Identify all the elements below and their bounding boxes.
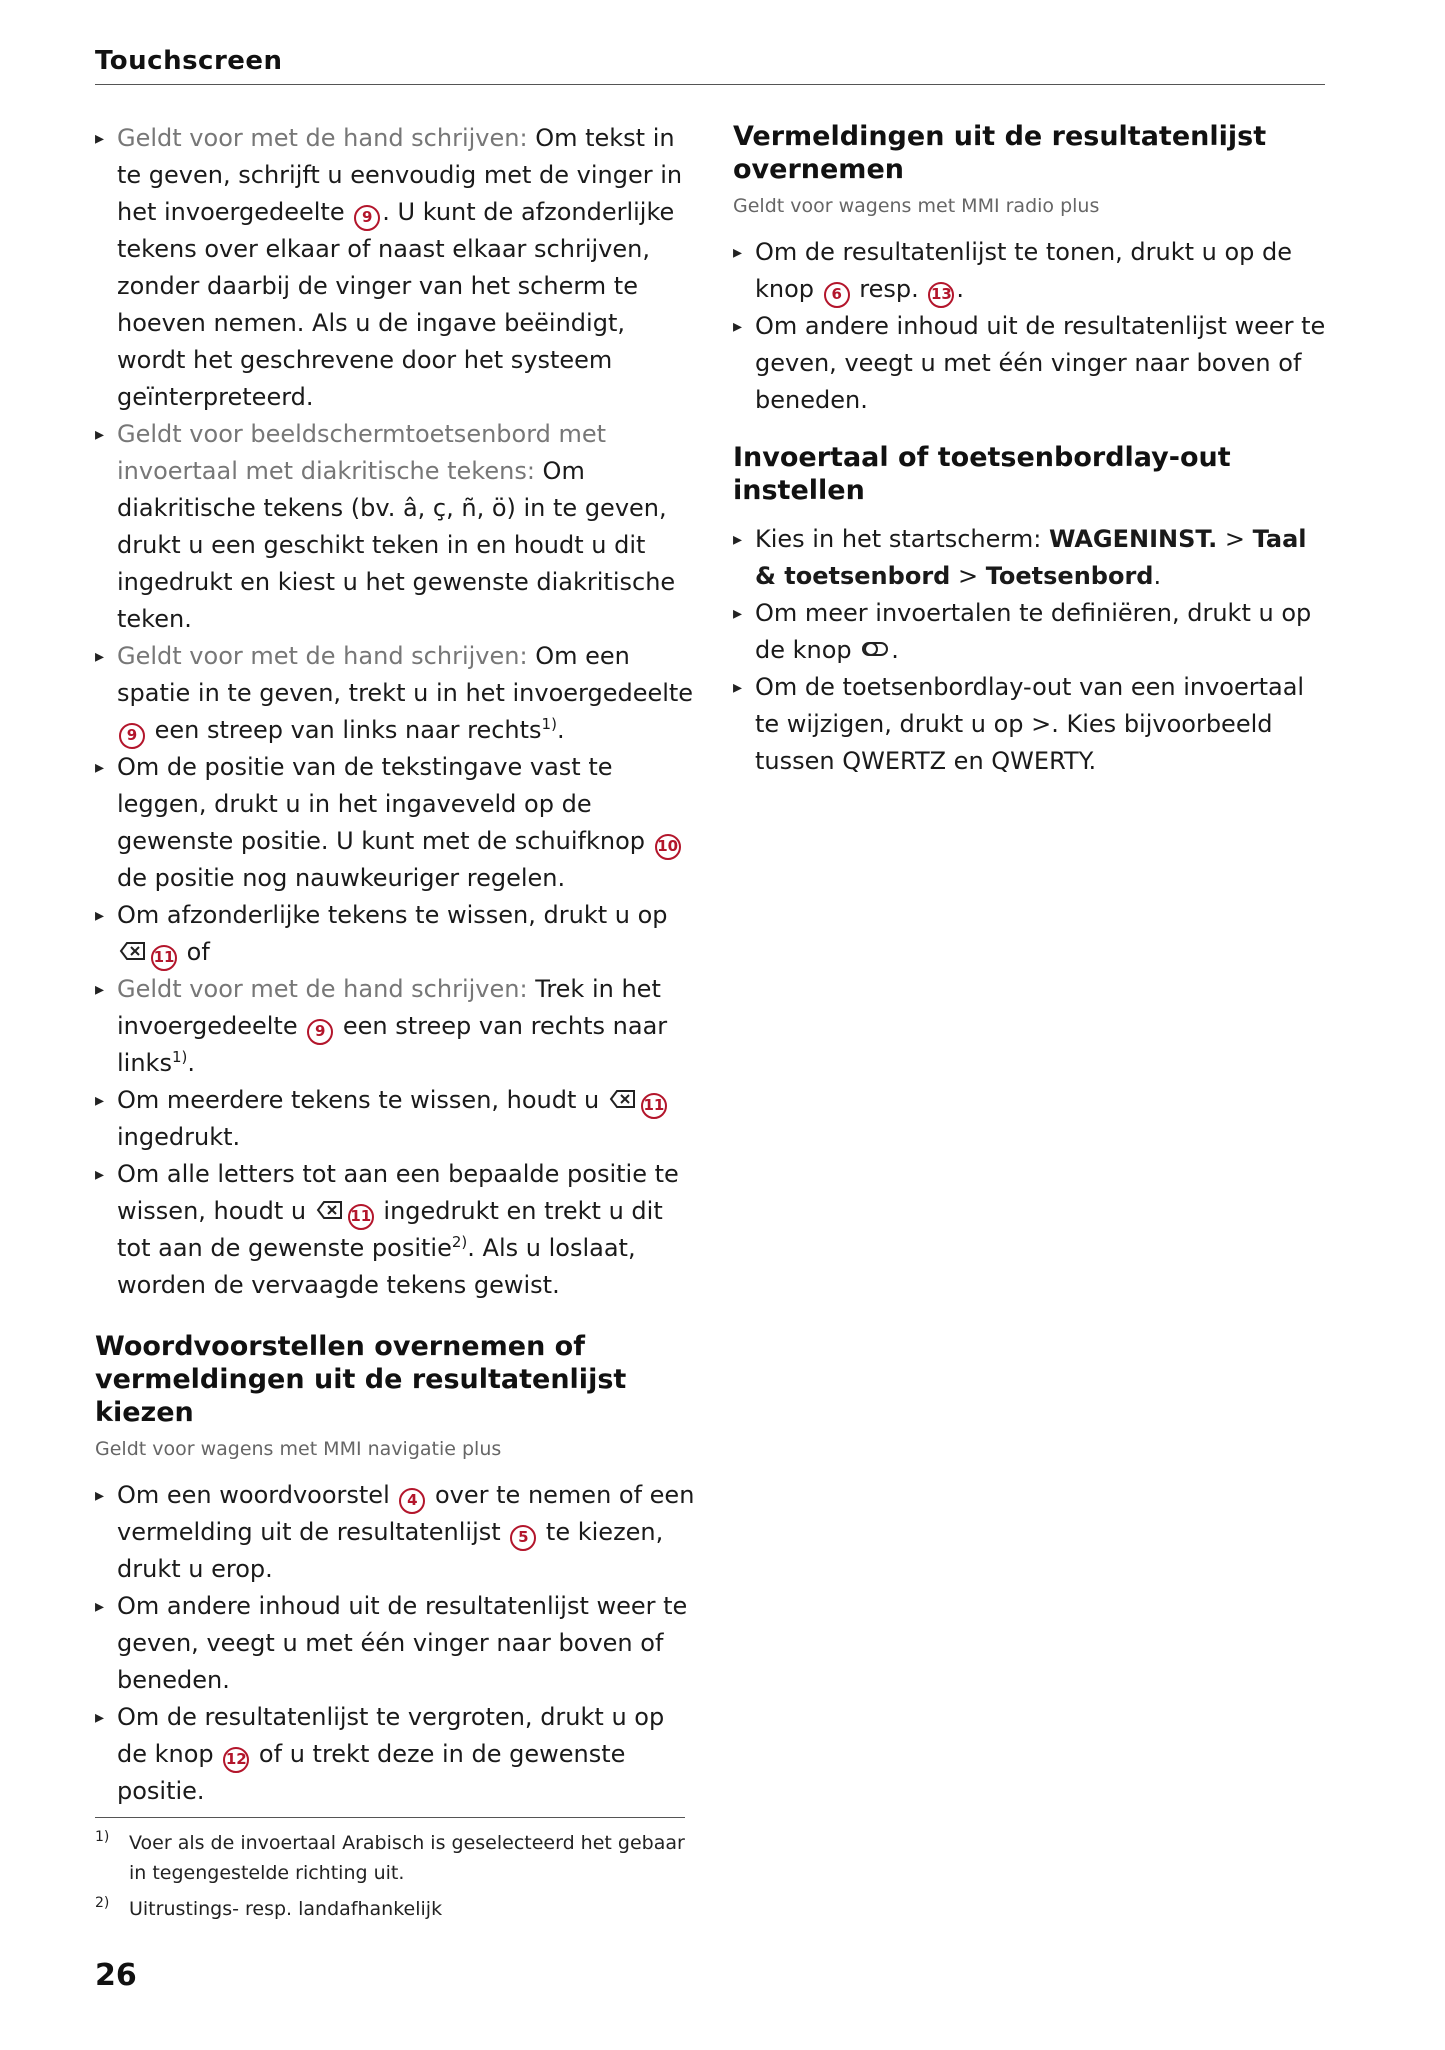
- item-text: .: [956, 275, 965, 303]
- item-text: Om een spatie in te geven, trekt u in het invoergedeelte: [117, 642, 694, 707]
- condition-label: Geldt voor beeldschermtoetsenbord met invoertaal met diakritische tekens:: [117, 420, 607, 485]
- backspace-icon: [316, 1200, 344, 1220]
- applies-to-note: Geldt voor wagens met MMI radio plus: [733, 195, 1100, 217]
- item-text: ingedrukt en trekt u dit tot aan de gewenste positie: [117, 1197, 663, 1262]
- list-item: [95, 416, 695, 638]
- footnote-mark: 2): [95, 1895, 110, 1911]
- item-text: Om diakritische tekens (bv. â, ç, ñ, ö) in te geven, drukt u een geschikt teken in en houdt u dit ingedrukt en kiest u het gewenste diakritische teken.: [117, 457, 676, 633]
- menu-path-item: Taal & toetsenbord: [755, 525, 1307, 590]
- callout-number: 5: [510, 1525, 536, 1551]
- item-text: Om een woordvoorstel: [117, 1481, 398, 1509]
- left-column: [95, 120, 695, 1810]
- item-text: .: [1153, 562, 1162, 590]
- item-text: Om meerdere tekens te wissen, houdt u: [117, 1086, 607, 1114]
- callout-number: 12: [223, 1747, 249, 1773]
- list-item: [95, 1588, 695, 1699]
- footnote-text: Voer als de invoertaal Arabisch is geselecteerd het gebaar in tegengestelde richting uit.: [129, 1832, 685, 1884]
- left-bullet-list: [95, 120, 695, 1304]
- condition-label: Geldt voor met de hand schrijven:: [117, 124, 528, 152]
- condition-label: Geldt voor met de hand schrijven:: [117, 642, 528, 670]
- footnote-ref: 1): [541, 715, 557, 733]
- item-text: .: [187, 1049, 195, 1077]
- section-bullet-list: [733, 234, 1333, 419]
- section-bullet-list: [733, 521, 1333, 780]
- list-item: [733, 669, 1333, 780]
- list-item: [733, 521, 1333, 595]
- callout-number: 11: [151, 945, 177, 971]
- footnote: [95, 1894, 695, 1924]
- callout-number: 9: [307, 1019, 333, 1045]
- callout-number: 4: [399, 1488, 425, 1514]
- page-header-title: Touchscreen: [95, 46, 283, 76]
- item-text: Om de positie van de tekstingave vast te leggen, drukt u in het ingaveveld op de gewenste positie. U kunt met de schuifknop: [117, 753, 653, 855]
- toggle-icon: [861, 639, 889, 659]
- item-text: Om afzonderlijke tekens te wissen, drukt u op: [117, 901, 668, 929]
- item-text: Om alle letters tot aan een bepaalde positie te wissen, houdt u: [117, 1160, 679, 1225]
- callout-number: 9: [354, 205, 380, 231]
- condition-label: Geldt voor met de hand schrijven:: [117, 975, 528, 1003]
- list-item: [95, 120, 695, 416]
- item-text: of u trekt deze in de gewenste positie.: [117, 1740, 626, 1805]
- footnote-ref: 2): [451, 1233, 468, 1251]
- list-item: [733, 595, 1333, 669]
- item-text: de positie nog nauwkeuriger regelen.: [117, 864, 566, 892]
- item-text: een streep van links naar rechts: [147, 716, 542, 744]
- item-text: Om de resultatenlijst te tonen, drukt u op de knop: [755, 238, 1293, 303]
- list-item: [733, 308, 1333, 419]
- footnote: [95, 1828, 695, 1888]
- list-item: [95, 1699, 695, 1810]
- item-text: Om meer invoertalen te definiëren, drukt u op de knop: [755, 599, 1312, 664]
- section-input-language: [733, 441, 1333, 780]
- menu-path-item: WAGENINST.: [1048, 525, 1218, 553]
- callout-number: 11: [641, 1093, 667, 1119]
- item-text: of: [179, 938, 210, 966]
- item-text: over te nemen of een vermelding uit de resultatenlijst: [117, 1481, 695, 1546]
- item-text: >: [1217, 525, 1253, 553]
- item-text: te kiezen, drukt u erop.: [117, 1518, 664, 1583]
- list-item: [95, 897, 695, 971]
- right-column: [733, 120, 1333, 780]
- footnote-ref: 1): [171, 1048, 188, 1066]
- callout-number: 10: [655, 834, 681, 860]
- item-text: .: [556, 716, 565, 744]
- item-text: een streep van rechts naar links: [117, 1012, 668, 1077]
- section-title: Woordvoorstellen overnemen of vermeldingen uit de resultatenlijst kiezen: [95, 1331, 627, 1428]
- item-text: resp.: [851, 275, 927, 303]
- list-item: [95, 971, 695, 1082]
- menu-path-item: Toetsenbord: [985, 562, 1154, 590]
- applies-to-note: Geldt voor wagens met MMI navigatie plus: [95, 1438, 502, 1460]
- callout-number: 9: [119, 723, 145, 749]
- backspace-icon: [119, 941, 147, 961]
- item-text: ingedrukt.: [117, 1123, 241, 1151]
- item-text: . U kunt de afzonderlijke tekens over elkaar of naast elkaar schrijven, zonder daarbij de vinger van het scherm te hoeven nemen. Als u de ingave beëindigt, wordt het geschrevene door het systeem geïnterpreteerd.: [117, 198, 675, 411]
- footnotes: [95, 1828, 695, 1930]
- backspace-icon: [609, 1089, 637, 1109]
- callout-number: 13: [928, 282, 954, 308]
- page-number: 26: [95, 1958, 137, 1993]
- page-header: [95, 46, 1325, 85]
- section-title: Invoertaal of toetsenbordlay-out instellen: [733, 442, 1231, 506]
- item-text: Om de toetsenbordlay-out van een invoertaal te wijzigen, drukt u op >. Kies bijvoorbeeld tussen QWERTZ en QWERTY.: [755, 673, 1305, 775]
- item-text: . Als u loslaat, worden de vervaagde tekens gewist.: [117, 1234, 636, 1299]
- callout-number: 6: [824, 282, 850, 308]
- list-item: [95, 1477, 695, 1588]
- item-text: .: [891, 636, 899, 664]
- section-bullet-list: [95, 1477, 695, 1810]
- list-item: [733, 234, 1333, 308]
- item-text: Om andere inhoud uit de resultatenlijst weer te geven, veegt u met één vinger naar boven of beneden.: [755, 312, 1326, 414]
- item-text: Kies in het startscherm:: [755, 525, 1049, 553]
- item-text: Trek in het invoergedeelte: [117, 975, 661, 1040]
- item-text: Om de resultatenlijst te vergroten, drukt u op de knop: [117, 1703, 665, 1768]
- item-text: Om tekst in te geven, schrijft u eenvoudig met de vinger in het invoergedeelte: [117, 124, 683, 226]
- list-item: [95, 749, 695, 897]
- callout-number: 11: [348, 1204, 374, 1230]
- list-item: [95, 1156, 695, 1304]
- footnote-mark: 1): [95, 1829, 110, 1845]
- item-text: >: [950, 562, 986, 590]
- list-item: [95, 638, 695, 749]
- item-text: Om andere inhoud uit de resultatenlijst weer te geven, veegt u met één vinger naar boven of beneden.: [117, 1592, 688, 1694]
- list-item: [95, 1082, 695, 1156]
- section-result-list: [733, 120, 1333, 419]
- section-word-suggestions: [95, 1330, 695, 1810]
- footnote-divider: [95, 1817, 685, 1818]
- footnote-text: Uitrustings- resp. landafhankelijk: [129, 1898, 443, 1920]
- section-title: Vermeldingen uit de resultatenlijst overnemen: [733, 121, 1267, 185]
